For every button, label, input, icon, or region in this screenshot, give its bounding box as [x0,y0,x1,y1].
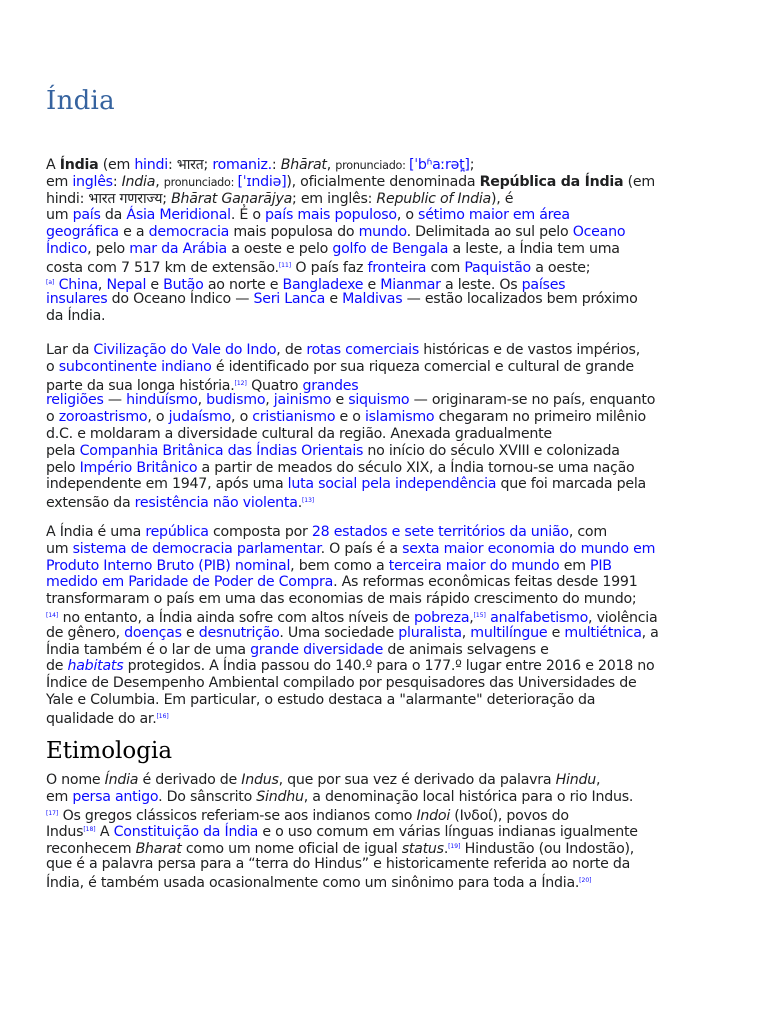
text-run: , de [276,342,307,358]
wiki-link[interactable]: Paquistão [464,259,531,276]
citation-link[interactable]: [a] [46,278,55,286]
text-run: . [297,495,302,512]
text-line [46,224,666,241]
wiki-link[interactable]: Bangladexe [282,276,364,293]
citation-link[interactable]: [20] [579,876,592,884]
wiki-link[interactable]: medido em Paridade de Poder de Compra [46,574,334,591]
wiki-link[interactable]: siquismo [348,392,410,409]
text-run: que é a palavra persa para a “terra do Hindus” e historicamente referida ao norte da [46,855,631,872]
text-run: de gênero, [46,624,125,641]
section-heading-etimologia: Etimologia [46,738,173,764]
wiki-link[interactable]: [ˈɪndiə] [237,173,287,190]
text-run: da Índia. [46,308,106,325]
text-run: Índia também é o lar de uma [46,641,251,658]
wiki-link[interactable]: sexta maior economia do mundo em [402,540,656,557]
text-run: e o uso comum em várias línguas indianas igualmente [258,824,638,841]
italic-text: Bhārat [280,157,327,173]
wiki-link[interactable]: mar da Arábia [129,240,227,257]
text-line [46,291,666,308]
text-run: o [46,358,59,375]
paragraph-intro [46,157,666,325]
wiki-link[interactable]: grande diversidade [250,641,384,658]
wiki-link[interactable]: fronteira [367,259,427,276]
text-run: . As reformas econômicas feitas desde 1991 [333,574,638,591]
text-run: ; [469,157,475,173]
text-run: Hindustão (ou Indostão), [460,841,635,858]
text-run: no entanto, a Índia ainda sofre com altos níveis de [58,609,414,626]
text-line [46,426,666,443]
wiki-link[interactable]: Maldivas [342,291,403,308]
wiki-link[interactable]: luta social pela independência [287,476,497,493]
text-line [46,709,666,726]
text-run: um [46,540,73,557]
text-line [46,258,666,275]
text-line [46,493,666,510]
text-run: , o [231,409,253,426]
wiki-link[interactable]: Produto Interno Bruto (PIB) nominal [46,557,291,574]
text-line [46,174,666,191]
text-line [46,308,666,325]
text-run: A Índia é uma [46,524,146,540]
text-run: . [443,841,449,858]
text-run: , [265,392,274,409]
wiki-link[interactable]: sétimo maior em área [418,207,570,224]
wiki-link[interactable]: budismo [206,392,266,409]
text-run: Indus [46,824,84,841]
text-run: pelo [46,459,80,476]
text-run: Quatro [246,377,303,394]
text-run: Índice de Desempenho Ambiental compilado por pesquisadores das Universidades de [46,675,637,692]
wiki-link[interactable]: Império Britânico [79,459,198,476]
text-run: , a [641,624,659,641]
text-line [46,692,666,709]
text-run: (Ινδοί), povos do [450,807,569,824]
wiki-link[interactable]: islamismo [364,409,435,426]
text-run: extensão da [46,495,135,512]
wiki-link[interactable]: habitats [67,658,124,675]
italic-text: Bharat [135,841,182,858]
italic-text: Indoi [416,807,451,824]
wiki-link[interactable]: Oceano [572,224,626,241]
pronunciation-label: pronunciado: [163,175,238,189]
citation-link[interactable]: [17] [46,809,59,817]
wiki-link[interactable]: pobreza [413,609,470,626]
text-line [46,191,666,208]
citation-link[interactable]: [14] [46,611,59,619]
text-run: , o [147,409,169,426]
text-line [46,675,666,692]
italic-text: India [121,173,156,190]
text-line [46,625,666,642]
text-run: a oeste; [530,259,591,276]
citation-link[interactable]: [11] [278,261,292,269]
wiki-link[interactable]: analfabetismo [490,609,589,626]
text-run: , bem como a [290,557,389,574]
wiki-link[interactable]: PIB [590,557,612,574]
text-run: Yale e Columbia. Em particular, o estudo destaca a "alarmante" deterioração da [46,691,596,708]
text-line [46,591,666,608]
citation-link[interactable]: [13] [301,497,315,505]
wiki-link[interactable]: cristianismo [252,409,336,426]
wiki-link[interactable]: Constituição da Índia [113,824,259,841]
text-run: O país faz [291,259,368,276]
text-line [46,772,666,789]
wiki-link[interactable]: inglês [72,173,113,190]
text-run: . Uma sociedade [279,624,399,641]
text-run: , [469,609,474,626]
wiki-link[interactable]: Seri Lanca [253,291,326,308]
text-line [46,839,666,856]
text-line [46,376,666,393]
citation-link[interactable]: [12] [234,379,247,387]
text-run: : [271,157,281,173]
text-run: em [46,788,73,805]
text-run: a partir de meados do século XIX, a Índia tornou-se uma nação [197,459,635,476]
wiki-link[interactable]: judaísmo [168,409,232,426]
text-run: . Do sânscrito [158,788,257,805]
text-line [46,157,666,174]
text-run: qualidade do ar. [46,710,157,727]
text-run: é identificado por sua riqueza comercial e cultural de grande [211,358,634,375]
text-line [46,476,666,493]
text-run: — estão localizados bem próximo [402,291,638,308]
text-run: , [461,624,471,641]
italic-text: Indus [241,772,279,788]
text-run: em [46,173,73,190]
bold-text: República da Índia [479,173,624,190]
text-run: . O país é a [320,540,403,557]
text-line [46,856,666,873]
wiki-link[interactable]: hinduísmo [126,392,198,409]
text-run: o [46,409,59,426]
text-run: da [100,207,127,224]
paragraph-history [46,342,666,510]
wiki-link[interactable]: desnutrição [198,624,280,641]
text-run: independente em 1947, após uma [46,476,288,493]
text-line [46,658,666,675]
text-line [46,806,666,823]
text-run: de [46,658,68,675]
text-run: , o [396,207,419,224]
citation-link[interactable]: [18] [83,826,96,834]
text-line [46,524,666,541]
italic-text: Índia [104,772,139,788]
text-run: , [197,392,207,409]
text-run: ; em inglês: [292,190,377,207]
wiki-link[interactable]: países [521,276,566,293]
text-run: (em [623,173,655,190]
text-run: como um nome oficial de igual [181,841,402,858]
wiki-link[interactable]: [ˈbʱaːrət̪] [408,157,470,173]
text-line [46,574,666,591]
text-run: , com [568,524,607,540]
wiki-link[interactable]: zoroastrismo [58,409,148,426]
italic-text: Republic of India [376,190,491,207]
page-title: Índia [46,86,115,116]
text-run: com [426,259,465,276]
text-run: parte da sua longa história. [46,377,235,394]
text-run: transformaram o país em uma das economias de mais rápido crescimento do mundo; [46,591,637,608]
text-run: , pelo [87,240,130,257]
text-run: reconhecem [46,841,136,858]
italic-text: status [401,841,444,858]
text-run: , [97,276,107,293]
text-run: Índia, é também usada ocasionalmente como um sinônimo para toda a Índia. [46,874,580,891]
text-line [46,541,666,558]
wiki-link[interactable]: país mais populoso [265,207,397,224]
text-line [46,873,666,890]
text-line [46,359,666,376]
text-run: e [181,624,199,641]
text-run: , violência [588,609,658,626]
text-line [46,207,666,224]
text-line [46,409,666,426]
italic-text: Sindhu [256,788,304,805]
italic-text: Hindu [555,772,596,788]
text-run: ), é [490,190,514,207]
text-line [46,443,666,460]
text-run: composta por [208,524,312,540]
text-line [46,558,666,575]
wiki-link[interactable]: hindi [134,157,168,173]
text-run: a oeste e pelo [226,240,333,257]
text-run: , a denominação local histórica para o rio Indus. [303,788,634,805]
wiki-link[interactable]: rotas comerciais [306,342,419,358]
text-run: : भारत; [167,157,213,173]
text-run: : [112,173,122,190]
wiki-link[interactable]: Civilização do Vale do Indo [93,342,277,358]
citation-link[interactable]: [16] [156,712,169,720]
text-run: que foi marcada pela [496,476,646,493]
pronunciation-label: pronunciado: [335,159,409,172]
text-run: Lar da [46,342,94,358]
wiki-link[interactable]: doenças [124,624,182,641]
wiki-link[interactable]: Ásia Meridional [126,207,231,224]
text-run: em [559,557,591,574]
text-line [46,822,666,839]
text-run: d.C. e moldaram a diversidade cultural da região. Anexada gradualmente [46,425,552,442]
italic-text: Bhārat Gaṇarājya [171,190,293,207]
text-line [46,275,666,292]
wiki-link[interactable]: 28 estados e sete territórios da união [311,524,569,540]
text-line [46,241,666,258]
wiki-link[interactable]: Companhia Britânica das Índias Orientais [79,442,364,459]
text-run: e o [335,409,365,426]
wiki-link[interactable]: religiões [46,392,104,409]
text-run: do Oceano Índico — [107,291,254,308]
citation-link[interactable]: [15] [473,611,486,619]
wiki-link[interactable]: romaniz. [212,157,272,173]
text-run: de animais selvagens e [383,641,549,658]
wiki-link[interactable]: jainismo [273,392,332,409]
text-line [46,789,666,806]
wiki-link[interactable]: golfo de Bengala [332,240,449,257]
text-run: e a [118,224,149,241]
text-run: no início do século XVIII e colonizada [363,442,620,459]
text-line [46,342,666,359]
wiki-link[interactable]: república [145,524,209,540]
wiki-link[interactable]: subcontinente indiano [58,358,212,375]
text-run: . É o [230,207,266,224]
wiki-link[interactable]: Butão [163,276,204,293]
text-run: um [46,207,73,224]
text-run: A [46,157,60,173]
wiki-link[interactable]: persa antigo [72,788,159,805]
text-run: , [155,173,164,190]
text-run: , [326,157,336,173]
wiki-link[interactable]: grandes [302,377,359,394]
text-run: e [325,291,343,308]
text-run: ), oficialmente denominada [286,173,480,190]
wiki-link[interactable]: multilíngue [470,624,548,641]
paragraph-etymology [46,772,666,890]
text-run: . Delimitada ao sul pelo [406,224,573,241]
bold-text: Índia [59,157,99,173]
wiki-link[interactable]: mundo [358,224,407,241]
citation-link[interactable]: [19] [448,843,461,851]
text-run: a leste, a Índia tem uma [448,240,620,257]
wiki-link[interactable]: Índico [46,240,88,257]
wiki-link[interactable]: sistema de democracia parlamentar [72,540,321,557]
text-run: pela [46,442,80,459]
wiki-link[interactable]: pluralista [398,624,462,641]
wiki-link[interactable]: Mianmar [380,276,441,293]
text-run: chegaram no primeiro milênio [434,409,646,426]
text-run: — [103,392,127,409]
wiki-link[interactable]: geográfica [46,224,119,241]
text-run: é derivado de [138,772,242,788]
text-line [46,392,666,409]
text-run: históricas e de vastos impérios, [419,342,640,358]
wiki-link[interactable]: multiétnica [564,624,642,641]
text-line [46,460,666,477]
wiki-link[interactable]: resistência não violenta [134,495,298,512]
wiki-link[interactable]: insulares [46,291,108,308]
text-line [46,642,666,659]
text-run: (em [98,157,135,173]
wiki-link[interactable]: Nepal [106,276,147,293]
text-run: A [95,824,114,841]
text-run: e [547,624,565,641]
wiki-link[interactable]: terceira maior do mundo [388,557,560,574]
text-run: mais populosa do [229,224,359,241]
text-run: hindi: भारत गणराज्य; [46,190,172,207]
paragraph-economy [46,524,666,726]
text-run: , [595,772,601,788]
text-run: e [363,276,381,293]
wiki-link[interactable]: China [58,276,98,293]
text-run: costa com 7 517 km de extensão. [46,259,279,276]
text-run: a leste. Os [440,276,522,293]
wiki-link[interactable]: país [72,207,101,224]
text-run: protegidos. A Índia passou do 140.º para o 177.º lugar entre 2016 e 2018 no [123,658,655,675]
text-line [46,608,666,625]
text-run: ao norte e [203,276,283,293]
text-run: — originaram-se no país, enquanto [409,392,656,409]
text-run: e [146,276,164,293]
text-run: e [331,392,349,409]
text-run: , que por sua vez é derivado da palavra [278,772,556,788]
text-run: Os gregos clássicos referiam-se aos indianos como [58,807,417,824]
text-run: O nome [46,772,105,788]
wiki-link[interactable]: democracia [148,224,230,241]
